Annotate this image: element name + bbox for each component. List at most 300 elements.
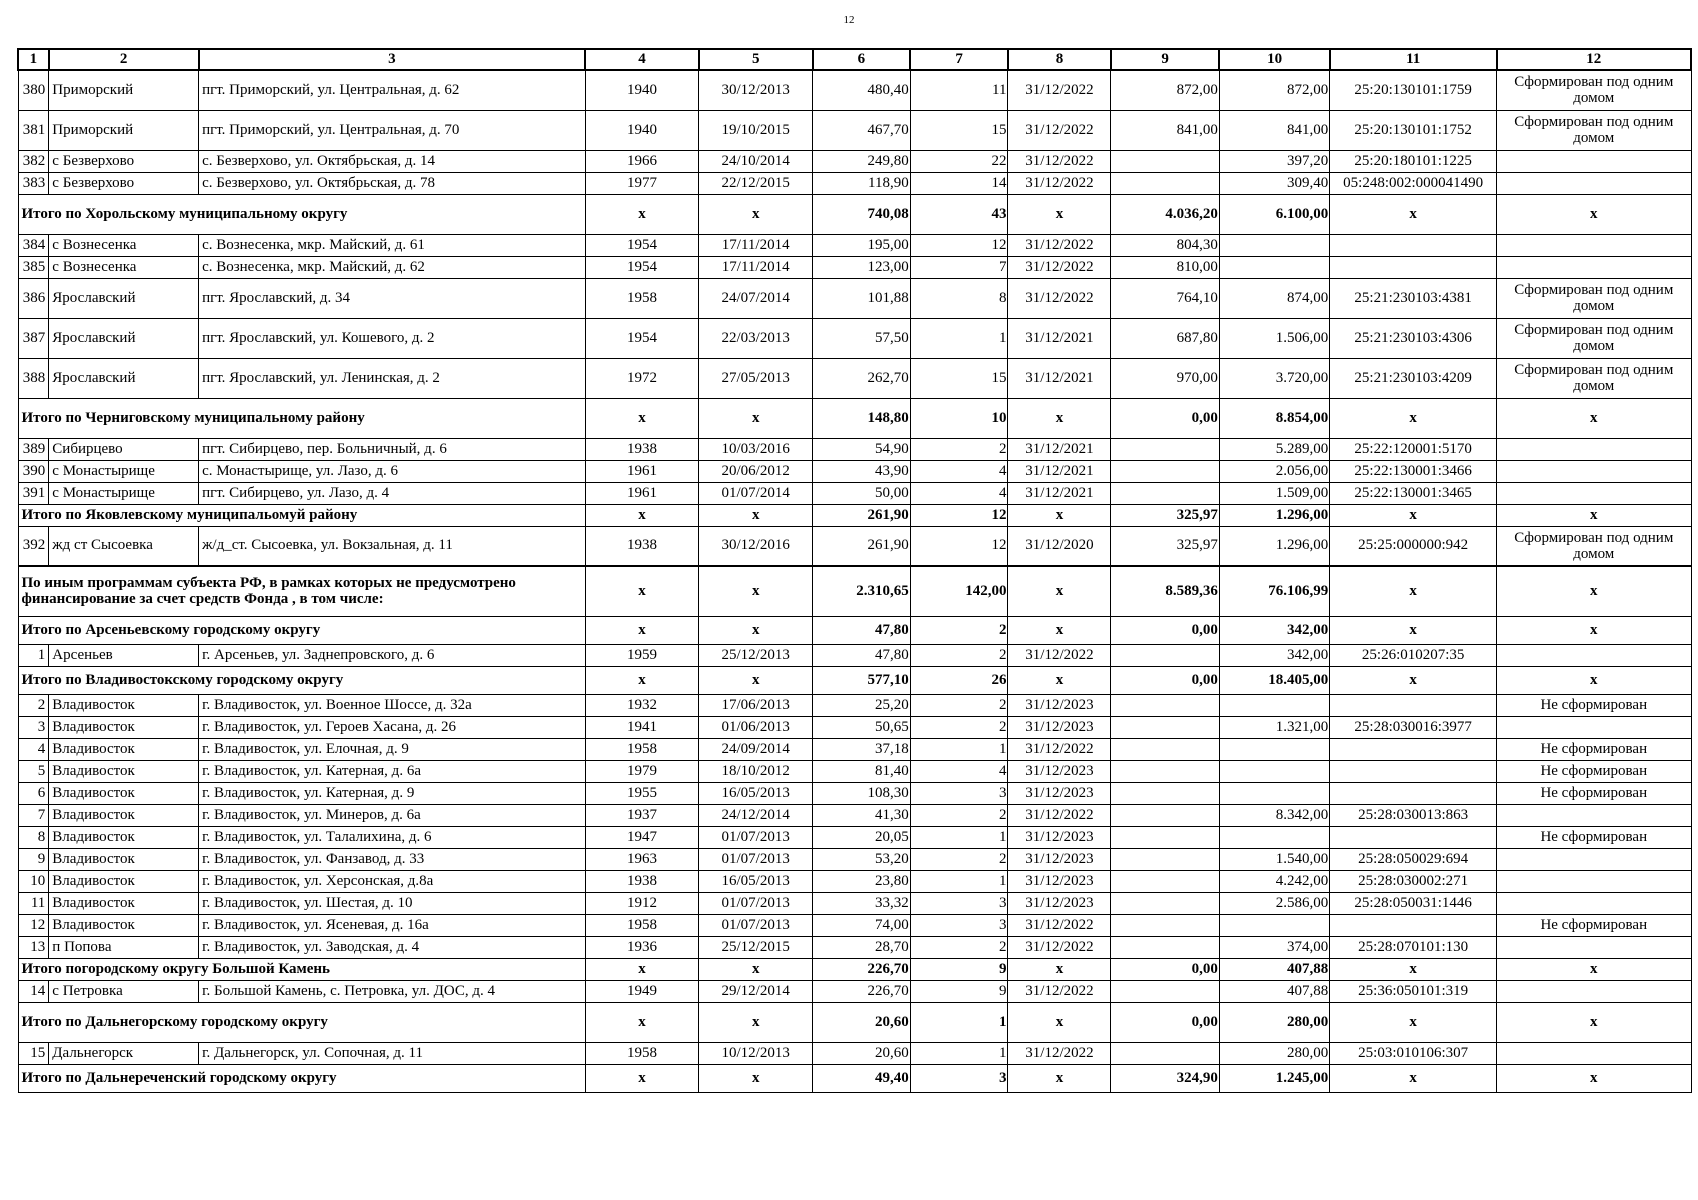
total-year-built: х <box>585 566 699 616</box>
cell-address: г. Большой Камень, с. Петровка, ул. ДОС, д. 4 <box>199 980 586 1002</box>
cell-land-status: Сформирован под одним домом <box>1497 358 1691 398</box>
cell-address: г. Дальнегорск, ул. Сопочная, д. 11 <box>199 1042 586 1064</box>
table-row <box>18 234 1691 256</box>
table-row <box>18 438 1691 460</box>
column-header: 6 <box>813 49 911 70</box>
cell-residents: 4 <box>910 760 1008 782</box>
total-residents: 9 <box>910 958 1008 980</box>
cell-year-built: 1958 <box>585 738 699 760</box>
cell-plan-date: 31/12/2022 <box>1008 110 1111 150</box>
total-plan-date: х <box>1008 566 1111 616</box>
cell-year-built: 1938 <box>585 526 699 566</box>
table-row <box>18 980 1691 1002</box>
cell-area: 50,65 <box>813 716 911 738</box>
table-row <box>18 644 1691 666</box>
total-cost-a: 0,00 <box>1111 958 1219 980</box>
table-row <box>18 278 1691 318</box>
table-row <box>18 804 1691 826</box>
cell-row-number: 8 <box>18 826 49 848</box>
cell-year-built: 1959 <box>585 644 699 666</box>
table-row <box>18 716 1691 738</box>
cell-settlement: Владивосток <box>49 782 199 804</box>
cell-cost-a <box>1111 870 1219 892</box>
cell-land-status: Сформирован под одним домом <box>1497 318 1691 358</box>
cell-cadastral-number: 25:22:130001:3465 <box>1330 482 1497 504</box>
cell-residents: 22 <box>910 150 1008 172</box>
total-year-built: х <box>585 1064 699 1092</box>
cell-area: 41,30 <box>813 804 911 826</box>
cell-cost-b: 4.242,00 <box>1219 870 1329 892</box>
cell-settlement: Владивосток <box>49 848 199 870</box>
cell-residents: 1 <box>910 1042 1008 1064</box>
cell-land-status <box>1497 892 1691 914</box>
cell-settlement: Владивосток <box>49 914 199 936</box>
cell-date-recognized: 24/12/2014 <box>699 804 813 826</box>
cell-cost-b <box>1219 826 1329 848</box>
cell-year-built: 1947 <box>585 826 699 848</box>
cell-plan-date: 31/12/2023 <box>1008 892 1111 914</box>
cell-residents: 1 <box>910 738 1008 760</box>
cell-area: 37,18 <box>813 738 911 760</box>
cell-date-recognized: 16/05/2013 <box>699 782 813 804</box>
cell-row-number: 392 <box>18 526 49 566</box>
cell-cost-a: 804,30 <box>1111 234 1219 256</box>
cell-address: г. Владивосток, ул. Минеров, д. 6а <box>199 804 586 826</box>
cell-row-number: 6 <box>18 782 49 804</box>
cell-date-recognized: 24/10/2014 <box>699 150 813 172</box>
cell-cost-b: 8.342,00 <box>1219 804 1329 826</box>
cell-date-recognized: 10/12/2013 <box>699 1042 813 1064</box>
total-residents: 43 <box>910 194 1008 234</box>
cell-land-status <box>1497 438 1691 460</box>
cell-cadastral-number <box>1330 760 1497 782</box>
cell-cadastral-number <box>1330 234 1497 256</box>
cell-date-recognized: 01/07/2013 <box>699 848 813 870</box>
table-row <box>18 914 1691 936</box>
table-row <box>18 318 1691 358</box>
cell-land-status <box>1497 848 1691 870</box>
total-residents: 1 <box>910 1002 1008 1042</box>
cell-cost-a: 810,00 <box>1111 256 1219 278</box>
cell-area: 57,50 <box>813 318 911 358</box>
column-header: 7 <box>910 49 1008 70</box>
cell-cost-b: 1.296,00 <box>1219 526 1329 566</box>
cell-land-status <box>1497 172 1691 194</box>
total-row <box>18 1064 1691 1092</box>
cell-settlement: п Попова <box>49 936 199 958</box>
cell-residents: 3 <box>910 782 1008 804</box>
cell-plan-date: 31/12/2022 <box>1008 738 1111 760</box>
cell-settlement: с Монастырище <box>49 482 199 504</box>
total-plan-date: х <box>1008 398 1111 438</box>
cell-row-number: 5 <box>18 760 49 782</box>
total-year-built: х <box>585 616 699 644</box>
cell-cost-b <box>1219 760 1329 782</box>
total-year-built: х <box>585 958 699 980</box>
cell-settlement: Владивосток <box>49 716 199 738</box>
cell-cost-a: 687,80 <box>1111 318 1219 358</box>
total-cadastral-number: х <box>1330 566 1497 616</box>
cell-cadastral-number <box>1330 694 1497 716</box>
cell-cadastral-number: 25:28:030013:863 <box>1330 804 1497 826</box>
cell-land-status: Не сформирован <box>1497 782 1691 804</box>
cell-land-status <box>1497 1042 1691 1064</box>
total-land-status: х <box>1497 1002 1691 1042</box>
total-residents: 142,00 <box>910 566 1008 616</box>
cell-address: г. Арсеньев, ул. Заднепровского, д. 6 <box>199 644 586 666</box>
cell-row-number: 1 <box>18 644 49 666</box>
total-cost-b: 8.854,00 <box>1219 398 1329 438</box>
cell-year-built: 1958 <box>585 914 699 936</box>
total-plan-date: х <box>1008 958 1111 980</box>
cell-residents: 1 <box>910 318 1008 358</box>
cell-year-built: 1954 <box>585 234 699 256</box>
cell-address: г. Владивосток, ул. Героев Хасана, д. 26 <box>199 716 586 738</box>
total-plan-date: х <box>1008 616 1111 644</box>
cell-residents: 2 <box>910 848 1008 870</box>
total-area: 148,80 <box>813 398 911 438</box>
cell-land-status <box>1497 980 1691 1002</box>
total-area: 261,90 <box>813 504 911 526</box>
total-area: 49,40 <box>813 1064 911 1092</box>
cell-area: 43,90 <box>813 460 911 482</box>
column-header: 11 <box>1330 49 1497 70</box>
cell-address: с. Монастырище, ул. Лазо, д. 6 <box>199 460 586 482</box>
cell-date-recognized: 01/07/2013 <box>699 826 813 848</box>
total-cadastral-number: х <box>1330 1002 1497 1042</box>
total-land-status: х <box>1497 566 1691 616</box>
cell-row-number: 383 <box>18 172 49 194</box>
cell-cadastral-number: 05:248:002:000041490 <box>1330 172 1497 194</box>
cell-residents: 3 <box>910 892 1008 914</box>
total-cost-b: 407,88 <box>1219 958 1329 980</box>
cell-cost-a: 764,10 <box>1111 278 1219 318</box>
total-cost-b: 18.405,00 <box>1219 666 1329 694</box>
cell-row-number: 2 <box>18 694 49 716</box>
total-date-recognized: х <box>699 616 813 644</box>
cell-land-status <box>1497 936 1691 958</box>
cell-area: 249,80 <box>813 150 911 172</box>
cell-year-built: 1932 <box>585 694 699 716</box>
total-row <box>18 398 1691 438</box>
cell-residents: 7 <box>910 256 1008 278</box>
total-row <box>18 666 1691 694</box>
cell-cost-b: 874,00 <box>1219 278 1329 318</box>
cell-area: 101,88 <box>813 278 911 318</box>
cell-area: 28,70 <box>813 936 911 958</box>
cell-land-status: Сформирован под одним домом <box>1497 526 1691 566</box>
cell-date-recognized: 24/07/2014 <box>699 278 813 318</box>
total-cost-b: 6.100,00 <box>1219 194 1329 234</box>
column-header: 4 <box>585 49 699 70</box>
cell-year-built: 1936 <box>585 936 699 958</box>
cell-settlement: Ярославский <box>49 318 199 358</box>
cell-row-number: 391 <box>18 482 49 504</box>
cell-cost-b <box>1219 256 1329 278</box>
total-cadastral-number: х <box>1330 1064 1497 1092</box>
total-row <box>18 566 1691 616</box>
cell-residents: 3 <box>910 914 1008 936</box>
cell-area: 54,90 <box>813 438 911 460</box>
cell-settlement: Владивосток <box>49 760 199 782</box>
cell-cadastral-number: 25:36:050101:319 <box>1330 980 1497 1002</box>
column-header: 1 <box>18 49 49 70</box>
cell-cadastral-number: 25:28:070101:130 <box>1330 936 1497 958</box>
table-row <box>18 936 1691 958</box>
cell-residents: 12 <box>910 526 1008 566</box>
cell-cadastral-number: 25:20:130101:1759 <box>1330 70 1497 110</box>
cell-plan-date: 31/12/2022 <box>1008 914 1111 936</box>
cell-settlement: Владивосток <box>49 826 199 848</box>
cell-date-recognized: 16/05/2013 <box>699 870 813 892</box>
table-row <box>18 694 1691 716</box>
cell-residents: 2 <box>910 716 1008 738</box>
cell-residents: 9 <box>910 980 1008 1002</box>
cell-cost-a <box>1111 914 1219 936</box>
table-row <box>18 172 1691 194</box>
table-row <box>18 826 1691 848</box>
cell-settlement: Приморский <box>49 110 199 150</box>
column-header: 10 <box>1219 49 1329 70</box>
cell-area: 226,70 <box>813 980 911 1002</box>
cell-cost-a: 325,97 <box>1111 526 1219 566</box>
cell-row-number: 380 <box>18 70 49 110</box>
cell-address: ж/д_ст. Сысоевка, ул. Вокзальная, д. 11 <box>199 526 586 566</box>
cell-cadastral-number: 25:21:230103:4381 <box>1330 278 1497 318</box>
cell-cost-b: 407,88 <box>1219 980 1329 1002</box>
cell-cost-a <box>1111 782 1219 804</box>
cell-date-recognized: 18/10/2012 <box>699 760 813 782</box>
total-date-recognized: х <box>699 566 813 616</box>
cell-date-recognized: 01/07/2013 <box>699 914 813 936</box>
total-cost-b: 1.245,00 <box>1219 1064 1329 1092</box>
cell-year-built: 1938 <box>585 438 699 460</box>
cell-plan-date: 31/12/2022 <box>1008 804 1111 826</box>
total-row <box>18 958 1691 980</box>
cell-area: 50,00 <box>813 482 911 504</box>
total-row <box>18 616 1691 644</box>
page-number: 12 <box>843 14 855 26</box>
cell-year-built: 1961 <box>585 460 699 482</box>
cell-cost-a <box>1111 716 1219 738</box>
cell-row-number: 381 <box>18 110 49 150</box>
cell-plan-date: 31/12/2022 <box>1008 150 1111 172</box>
table-row <box>18 256 1691 278</box>
cell-date-recognized: 24/09/2014 <box>699 738 813 760</box>
total-total-label: Итого по Арсеньевскому городскому округу <box>18 616 585 644</box>
cell-row-number: 3 <box>18 716 49 738</box>
cell-cadastral-number: 25:21:230103:4306 <box>1330 318 1497 358</box>
cell-cost-a <box>1111 460 1219 482</box>
cell-address: пгт. Сибирцево, ул. Лазо, д. 4 <box>199 482 586 504</box>
table-body <box>18 49 1691 1092</box>
cell-date-recognized: 30/12/2016 <box>699 526 813 566</box>
cell-cadastral-number: 25:22:120001:5170 <box>1330 438 1497 460</box>
cell-row-number: 14 <box>18 980 49 1002</box>
cell-address: г. Владивосток, ул. Военное Шоссе, д. 32а <box>199 694 586 716</box>
total-area: 20,60 <box>813 1002 911 1042</box>
cell-row-number: 15 <box>18 1042 49 1064</box>
cell-row-number: 7 <box>18 804 49 826</box>
cell-cost-a <box>1111 804 1219 826</box>
cell-cost-b: 872,00 <box>1219 70 1329 110</box>
cell-year-built: 1940 <box>585 110 699 150</box>
total-plan-date: х <box>1008 194 1111 234</box>
cell-settlement: жд ст Сысоевка <box>49 526 199 566</box>
cell-date-recognized: 22/12/2015 <box>699 172 813 194</box>
cell-land-status: Не сформирован <box>1497 694 1691 716</box>
cell-plan-date: 31/12/2023 <box>1008 848 1111 870</box>
total-land-status: х <box>1497 616 1691 644</box>
cell-residents: 2 <box>910 438 1008 460</box>
total-cost-a: 0,00 <box>1111 616 1219 644</box>
cell-year-built: 1949 <box>585 980 699 1002</box>
cell-area: 20,05 <box>813 826 911 848</box>
cell-cost-a <box>1111 438 1219 460</box>
cell-land-status: Не сформирован <box>1497 760 1691 782</box>
cell-year-built: 1979 <box>585 760 699 782</box>
cell-year-built: 1954 <box>585 318 699 358</box>
cell-cost-b: 3.720,00 <box>1219 358 1329 398</box>
cell-address: пгт. Ярославский, ул. Кошевого, д. 2 <box>199 318 586 358</box>
cell-residents: 4 <box>910 482 1008 504</box>
cell-row-number: 4 <box>18 738 49 760</box>
cell-plan-date: 31/12/2021 <box>1008 438 1111 460</box>
cell-plan-date: 31/12/2022 <box>1008 936 1111 958</box>
cell-address: г. Владивосток, ул. Ясеневая, д. 16а <box>199 914 586 936</box>
cell-cadastral-number: 25:20:180101:1225 <box>1330 150 1497 172</box>
cell-row-number: 13 <box>18 936 49 958</box>
cell-date-recognized: 01/06/2013 <box>699 716 813 738</box>
cell-plan-date: 31/12/2023 <box>1008 694 1111 716</box>
cell-cost-b: 342,00 <box>1219 644 1329 666</box>
cell-year-built: 1963 <box>585 848 699 870</box>
total-cadastral-number: х <box>1330 666 1497 694</box>
table-row <box>18 848 1691 870</box>
cell-row-number: 385 <box>18 256 49 278</box>
cell-address: г. Владивосток, ул. Елочная, д. 9 <box>199 738 586 760</box>
cell-cost-b: 5.289,00 <box>1219 438 1329 460</box>
cell-date-recognized: 01/07/2014 <box>699 482 813 504</box>
cell-address: г. Владивосток, ул. Шестая, д. 10 <box>199 892 586 914</box>
cell-settlement: с Монастырище <box>49 460 199 482</box>
cell-plan-date: 31/12/2022 <box>1008 644 1111 666</box>
cell-date-recognized: 20/06/2012 <box>699 460 813 482</box>
cell-area: 108,30 <box>813 782 911 804</box>
cell-year-built: 1972 <box>585 358 699 398</box>
table-row <box>18 150 1691 172</box>
cell-settlement: с Безверхово <box>49 150 199 172</box>
total-date-recognized: х <box>699 398 813 438</box>
total-date-recognized: х <box>699 1002 813 1042</box>
cell-date-recognized: 01/07/2013 <box>699 892 813 914</box>
cell-area: 23,80 <box>813 870 911 892</box>
table-row <box>18 110 1691 150</box>
cell-date-recognized: 17/11/2014 <box>699 234 813 256</box>
cell-land-status <box>1497 234 1691 256</box>
cell-year-built: 1961 <box>585 482 699 504</box>
cell-plan-date: 31/12/2023 <box>1008 760 1111 782</box>
total-year-built: х <box>585 398 699 438</box>
cell-address: с. Вознесенка, мкр. Майский, д. 61 <box>199 234 586 256</box>
total-land-status: х <box>1497 666 1691 694</box>
cell-date-recognized: 29/12/2014 <box>699 980 813 1002</box>
cell-address: г. Владивосток, ул. Херсонская, д.8а <box>199 870 586 892</box>
total-row <box>18 1002 1691 1042</box>
cell-date-recognized: 27/05/2013 <box>699 358 813 398</box>
cell-cost-a <box>1111 738 1219 760</box>
total-area: 740,08 <box>813 194 911 234</box>
cell-settlement: Ярославский <box>49 358 199 398</box>
cell-residents: 11 <box>910 70 1008 110</box>
cell-address: с. Безверхово, ул. Октябрьская, д. 78 <box>199 172 586 194</box>
cell-plan-date: 31/12/2023 <box>1008 716 1111 738</box>
cell-address: г. Владивосток, ул. Фанзавод, д. 33 <box>199 848 586 870</box>
cell-row-number: 10 <box>18 870 49 892</box>
cell-date-recognized: 25/12/2015 <box>699 936 813 958</box>
cell-residents: 14 <box>910 172 1008 194</box>
total-land-status: х <box>1497 1064 1691 1092</box>
cell-land-status: Сформирован под одним домом <box>1497 70 1691 110</box>
total-date-recognized: х <box>699 958 813 980</box>
cell-settlement: Владивосток <box>49 694 199 716</box>
cell-address: г. Владивосток, ул. Катерная, д. 9 <box>199 782 586 804</box>
table-row <box>18 892 1691 914</box>
cell-cost-a <box>1111 150 1219 172</box>
cell-cost-b <box>1219 738 1329 760</box>
cell-plan-date: 31/12/2021 <box>1008 482 1111 504</box>
cell-land-status <box>1497 256 1691 278</box>
cell-cost-a <box>1111 644 1219 666</box>
total-area: 47,80 <box>813 616 911 644</box>
cell-cadastral-number: 25:28:050029:694 <box>1330 848 1497 870</box>
cell-residents: 2 <box>910 694 1008 716</box>
cell-area: 261,90 <box>813 526 911 566</box>
table-row <box>18 1042 1691 1064</box>
cell-year-built: 1941 <box>585 716 699 738</box>
total-total-label: Итого по Яковлевскому муниципальомуй району <box>18 504 585 526</box>
cell-date-recognized: 19/10/2015 <box>699 110 813 150</box>
total-cost-b: 76.106,99 <box>1219 566 1329 616</box>
total-residents: 2 <box>910 616 1008 644</box>
cell-settlement: Дальнегорск <box>49 1042 199 1064</box>
cell-date-recognized: 10/03/2016 <box>699 438 813 460</box>
cell-year-built: 1938 <box>585 870 699 892</box>
cell-settlement: Сибирцево <box>49 438 199 460</box>
column-header: 5 <box>699 49 813 70</box>
total-date-recognized: х <box>699 504 813 526</box>
cell-cost-a <box>1111 980 1219 1002</box>
cell-plan-date: 31/12/2022 <box>1008 256 1111 278</box>
cell-residents: 2 <box>910 644 1008 666</box>
cell-cost-a <box>1111 172 1219 194</box>
cell-settlement: Владивосток <box>49 738 199 760</box>
cell-area: 81,40 <box>813 760 911 782</box>
cell-cadastral-number: 25:20:130101:1752 <box>1330 110 1497 150</box>
total-residents: 3 <box>910 1064 1008 1092</box>
cell-year-built: 1937 <box>585 804 699 826</box>
total-cost-b: 1.296,00 <box>1219 504 1329 526</box>
total-cadastral-number: х <box>1330 194 1497 234</box>
cell-cadastral-number <box>1330 256 1497 278</box>
cell-cost-a <box>1111 892 1219 914</box>
cell-cadastral-number: 25:28:030002:271 <box>1330 870 1497 892</box>
cell-settlement: Ярославский <box>49 278 199 318</box>
total-area: 577,10 <box>813 666 911 694</box>
cell-plan-date: 31/12/2023 <box>1008 782 1111 804</box>
total-residents: 10 <box>910 398 1008 438</box>
total-cadastral-number: х <box>1330 504 1497 526</box>
